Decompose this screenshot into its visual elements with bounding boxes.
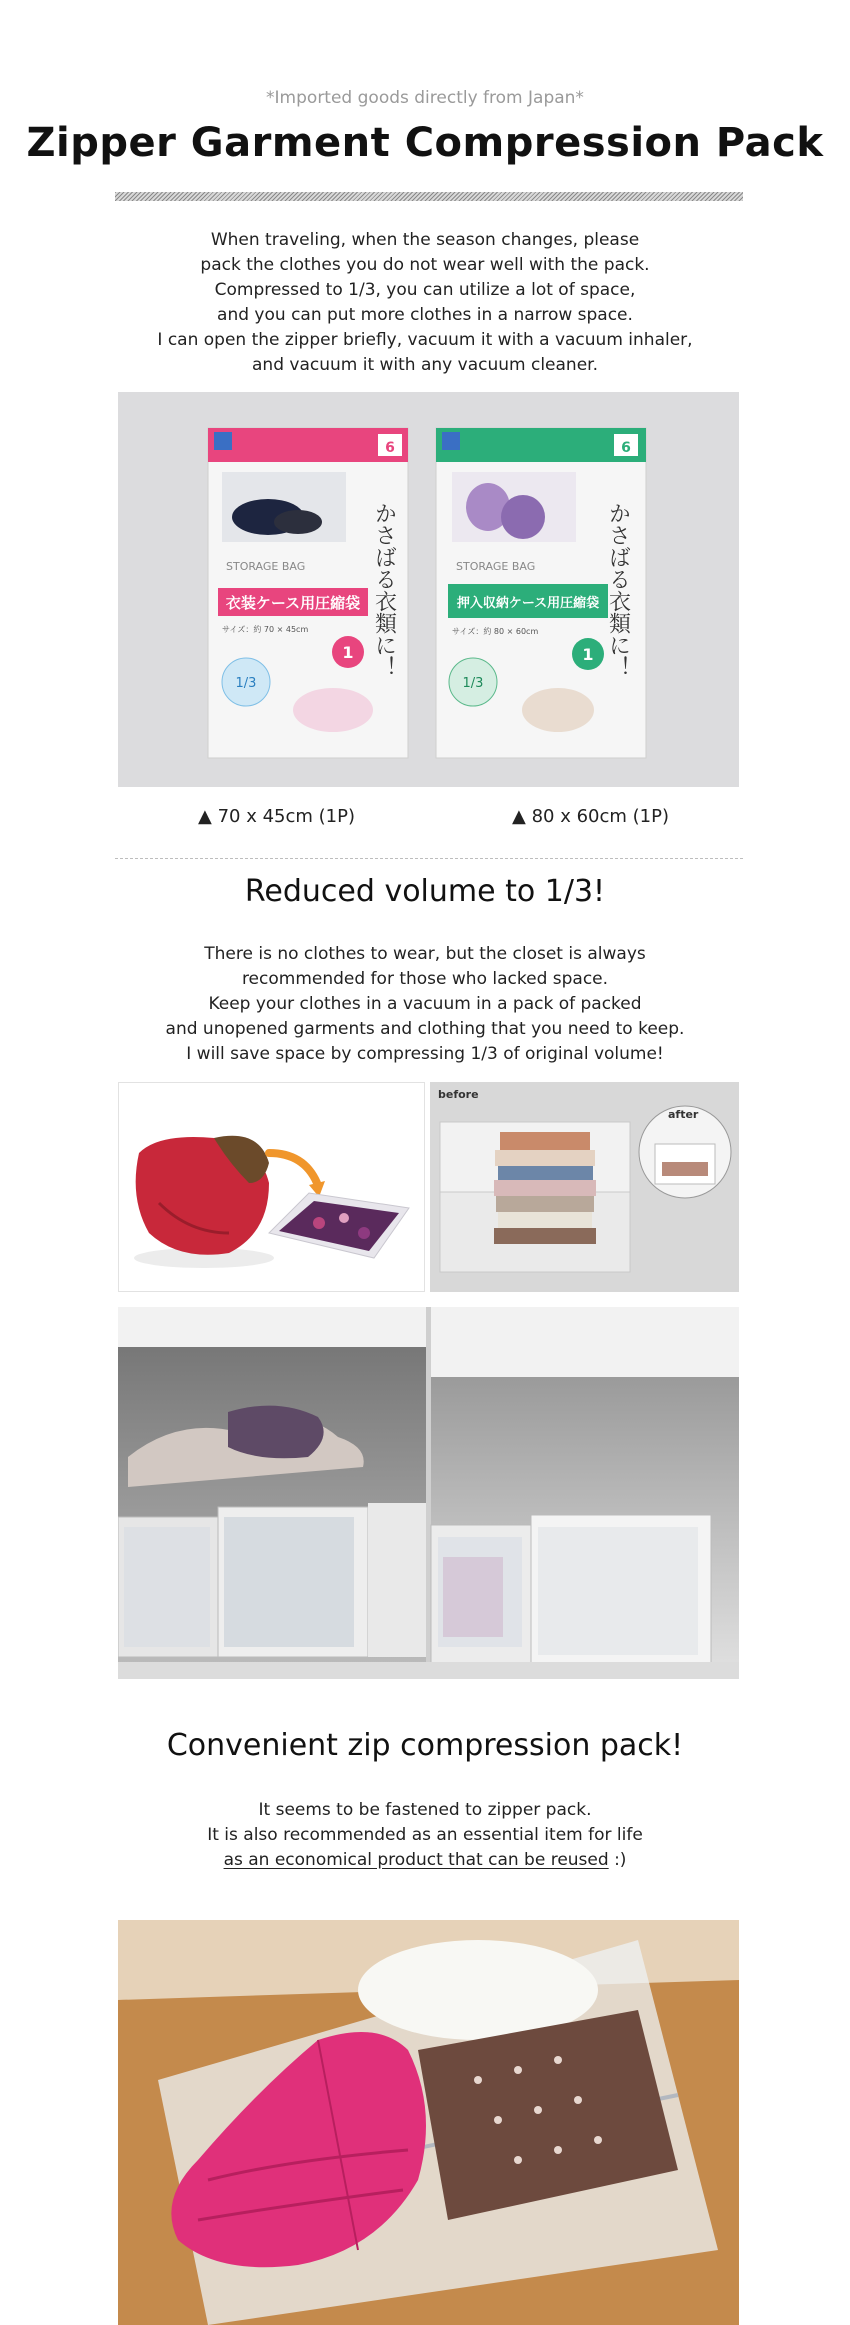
smiley-text: :) [608,1850,627,1870]
section1-line: recommended for those who lacked space. [241,969,609,989]
size-label-left: ▲ 70 x 45cm (1P) [198,806,355,827]
section-divider [115,858,743,859]
section2-line: It is also recommended as an essential item for life [207,1825,643,1845]
right-count: 6 [621,440,631,456]
left-size-jp: サイズ：約 70 × 45cm [222,625,309,634]
closet-shelf-photo [118,1307,739,1679]
section-title-reduced: Reduced volume to 1/3! [244,874,606,909]
title-divider [115,192,743,201]
size-label-right: ▲ 80 x 60cm (1P) [512,806,669,827]
section1-paragraph [0,942,850,1067]
page-title: Zipper Garment Compression Pack [26,120,824,166]
section1-line: Keep your clothes in a vacuum in a pack of packed [208,994,642,1014]
left-count: 6 [385,440,395,456]
section1-line: and unopened garments and clothing that you need to keep. [165,1019,685,1039]
left-package [208,428,408,758]
zipper-pack-photo [118,1920,739,2325]
section2-paragraph [0,1798,850,1873]
section2-line: It seems to be fastened to zipper pack. [258,1800,592,1820]
import-tagline: *Imported goods directly from Japan* [266,88,584,108]
coat-compression-photo [118,1082,425,1292]
reusable-underlined-text: as an economical product that can be reused [223,1850,609,1870]
intro-line: I can open the zipper briefly, vacuum it with a vacuum inhaler, [157,330,693,350]
svg-text:1: 1 [582,645,594,664]
section2-line3 [0,1848,850,1873]
section1-line: I will save space by compressing 1/3 of original volume! [186,1044,664,1064]
left-banner-text: 衣装ケース用圧縮袋 [225,594,361,612]
svg-text:1: 1 [342,643,354,662]
left-storage-label: STORAGE BAG [226,560,306,573]
before-label: before [438,1088,479,1101]
right-size-jp: サイズ：約 80 × 60cm [452,627,539,636]
after-label: after [668,1108,699,1121]
intro-paragraph [0,228,850,378]
svg-text:1/3: 1/3 [235,676,257,691]
svg-text:1/3: 1/3 [462,676,484,691]
right-package [436,428,646,758]
section-title-convenient: Convenient zip compression pack! [166,1728,684,1763]
package-photo [118,392,739,787]
right-storage-label: STORAGE BAG [456,560,536,573]
intro-line: When traveling, when the season changes, please [210,230,640,250]
intro-line: and you can put more clothes in a narrow space. [217,305,633,325]
before-after-photo [430,1082,739,1292]
intro-line: pack the clothes you do not wear well with the pack. [200,255,650,275]
left-vertical-text: かさばる衣類に！ [371,502,397,678]
section1-line: There is no clothes to wear, but the closet is always [204,944,646,964]
intro-line: and vacuum it with any vacuum cleaner. [252,355,598,375]
intro-line: Compressed to 1/3, you can utilize a lot of space, [214,280,636,300]
right-vertical-text: かさばる衣類に！ [605,502,631,678]
right-banner-text: 押入収納ケース用圧縮袋 [456,596,600,611]
